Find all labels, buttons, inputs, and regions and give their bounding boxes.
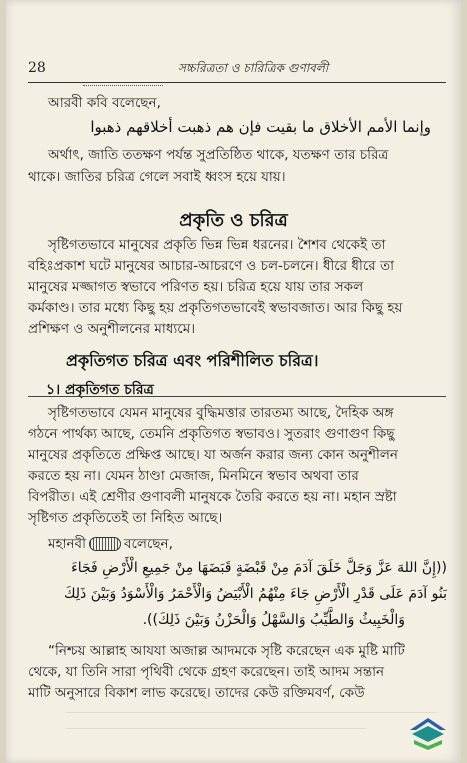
- show-through: [66, 728, 366, 729]
- subsection-heading: ১। প্রকৃতিগত চরিত্র: [46, 382, 154, 398]
- text-line: কর্মকাণ্ড। তার মধ্যে কিছু হয় প্রকৃতিগতভাবেই স্বভাবজাত। আর কিছু হয়: [28, 300, 403, 316]
- text-line: মানুষের প্রকৃতিতে প্রক্ষিপ্ত আছে। যা অর্জন করার জন্য কোন অনুশীলন: [28, 447, 398, 463]
- text-line: বিপরীত। এই শ্রেণীর গুণাবলী মানুষকে তৈরি করতে হয় না। মহান স্রষ্টা: [28, 489, 397, 505]
- text-line: গঠনে পার্থক্য আছে, তেমনি প্রকৃতিগত স্বভাবও। সুতরাং গুণাগুণ কিছু: [28, 426, 395, 442]
- show-through: [66, 712, 436, 713]
- hadith-arabic-line: وَالْخَبِيثُ وَالطَّيِّبُ وَالسَّهْلُ وَالْحَزْنُ وَبَيْنَ ذَلِكَ)).: [142, 612, 405, 628]
- text-line: মানুষের মজ্জাগত স্বভাবে পরিণত হয়। চরিত্র হয়ে যায় তার সকল: [28, 279, 364, 295]
- hadith-arabic-line: ((إِنَّ اللهَ عَزَّ وَجَلَّ خَلَقَ آدَمَ مِنْ قَبْضَةٍ قَبَضَهَا مِنْ جَمِيعِ الْأَرْضِ فَجَاءَ: [71, 560, 447, 576]
- prophet-lead-before: মহানবী: [48, 536, 86, 552]
- header-rule: [28, 82, 446, 83]
- text-line: অর্থাৎ, জাতি ততক্ষণ পর্যন্ত সুপ্রতিষ্ঠিত থাকে, যতক্ষণ তার চরিত্র: [48, 147, 389, 163]
- text-line: করতে হয় না। যেমন ঠাণ্ডা মেজাজ, মিনমিনে স্বভাব অথবা তার: [28, 468, 359, 484]
- arabic-poetry: وإنما الأمم الأخلاق ما بقيت فإن هم ذهبت أخلاقهم ذهبوا: [90, 118, 431, 136]
- translation-line: থেকে, যা তিনি সারা পৃথিবী থেকে গ্রহণ করেছেন। তাই আদম সন্তান: [28, 664, 385, 680]
- poet-lead: আরবী কবি বলেছেন,: [48, 95, 161, 111]
- section-heading: প্রকৃতি ও চরিত্র: [179, 210, 288, 231]
- salutation-seal-icon: [89, 537, 121, 551]
- text-line: প্রশিক্ষণ ও অনুশীলনের মাধ্যমে।: [28, 321, 196, 337]
- prophet-lead-after: বলেছেন,: [123, 536, 173, 552]
- text-line: বহিঃপ্রকাশ ঘটে মানুষের আচার-আচরণে ও চল-চলনে। ধীরে ধীরে তা: [28, 258, 395, 274]
- hadith-arabic-line: بَنُو آدَمَ عَلَى قَدْرِ الْأَرْضِ جَاءَ مِنْهُمُ الْأَبْيَضُ وَالْأَحْمَرُ وَالْأَسْوَدُ وَبَيْنَ ذَلِكَ: [63, 586, 447, 602]
- book-page: [6, 0, 461, 763]
- running-title: সচ্চরিত্রতা ও চারিত্রিক গুণাবলী: [178, 61, 329, 75]
- prophet-lead: [48, 535, 173, 553]
- publisher-logo-icon: [406, 712, 450, 752]
- section-heading: প্রকৃতিগত চরিত্র এবং পরিশীলিত চরিত্র।: [66, 351, 319, 370]
- page-header: [28, 60, 448, 82]
- subsection-rule: [28, 396, 446, 397]
- page-number: 28: [28, 60, 46, 76]
- text-line: সৃষ্টিগতভাবে মানুষের প্রকৃতি ভিন্ন ভিন্ন ধরনের। শৈশব থেকেই তা: [48, 237, 386, 253]
- translation-line: মাটি অনুসারে বিকাশ লাভ করেছে। তাদের কেউ রক্তিমবর্ণ, কেউ: [28, 685, 365, 701]
- text-line: থাকে। জাতির চরিত্র গেলে সবাই ধ্বংস হয়ে যায়।: [28, 169, 286, 185]
- text-line: সৃষ্টিগতভাবে যেমন মানুষের বুদ্ধিমত্তার তারতম্য আছে, দৈহিক অঙ্গ: [48, 405, 394, 421]
- translation-line: “নিশ্চয় আল্লাহ আযযা অজাল্ল আদমকে সৃষ্টি করেছেন এক মুষ্টি মাটি: [48, 643, 405, 659]
- text-line: সৃষ্টিগত প্রকৃতিতেই তা নিহিত আছে।: [28, 510, 223, 526]
